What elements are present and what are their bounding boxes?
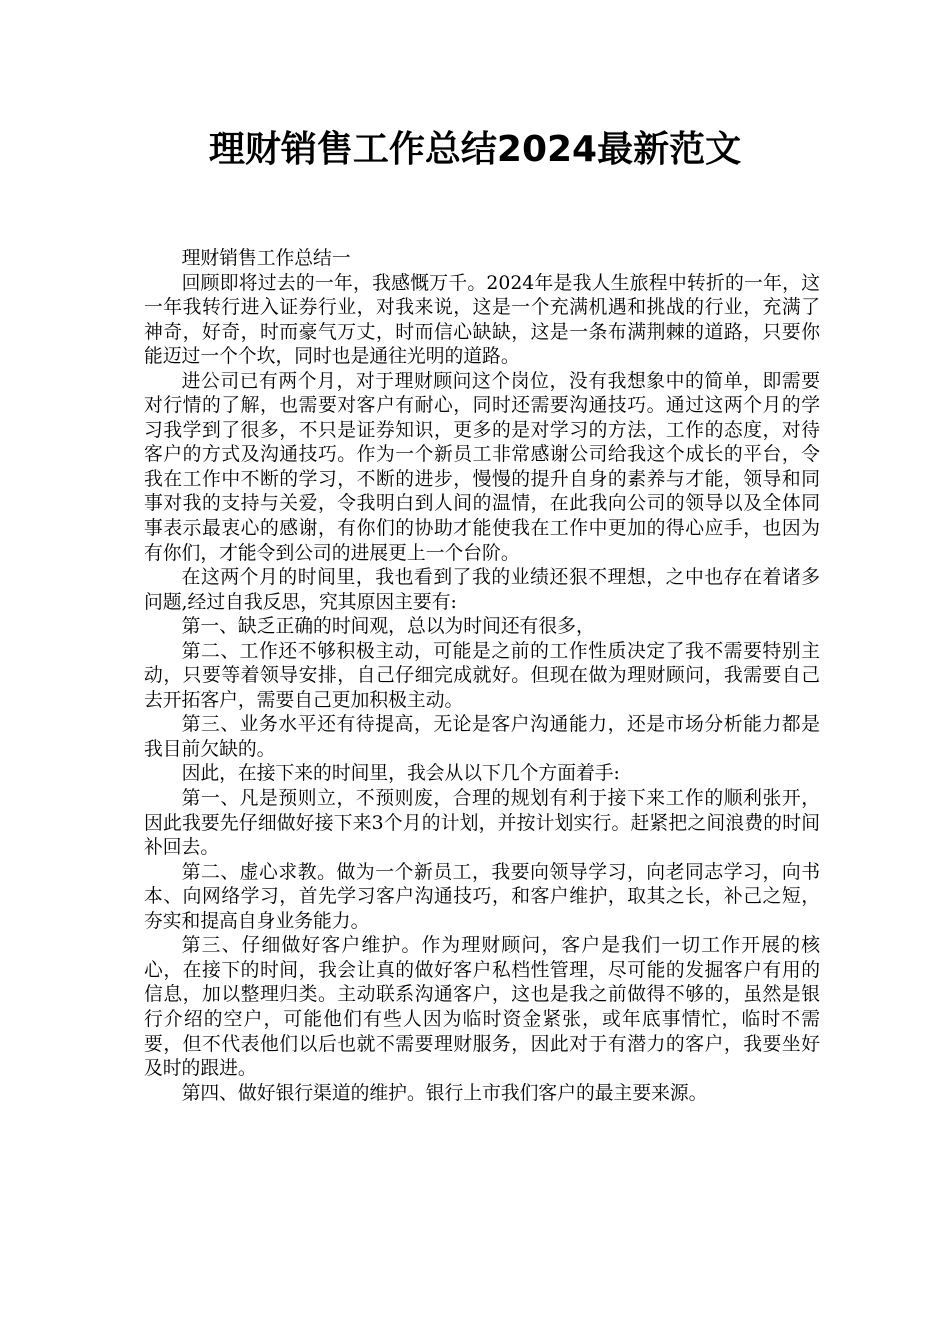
paragraph: 第二、虚心求教。做为一个新员工，我要向领导学习，向老同志学习，向书本、向网络学习，首先学习客户沟通技巧，和客户维护，取其之长，补己之短，夯实和提高自身业务能力。 xyxy=(144,861,820,932)
document-title: 理财销售工作总结2024最新范文 xyxy=(208,129,742,170)
paragraph: 第三、仔细做好客户维护。作为理财顾问，客户是我们一切工作开展的核心，在接下的时间，我会让真的做好客户私档性管理，尽可能的发掘客户有用的信息，加以整理归类。主动联系沟通客户，这也是我之前做得不够的，虽然是银行介绍的空户，可能他们有些人因为临时资金紧张，或年底事情忙，临时不需要，但不代表他们以后也就不需要理财服务，因此对于有潜力的客户，我要坐好及时的跟进。 xyxy=(144,935,820,1080)
paragraph: 第三、业务水平还有待提高，无论是客户沟通能力，还是市场分析能力都是我目前欠缺的。 xyxy=(144,714,820,760)
section-heading: 理财销售工作总结一 xyxy=(181,248,351,269)
paragraph: 第四、做好银行渠道的维护。银行上市我们客户的最主要来源。 xyxy=(181,1082,708,1104)
paragraph: 回顾即将过去的一年，我感慨万千。2024年是我人生旅程中转折的一年，这一年我转行进入证券行业，对我来说，这是一个充满机遇和挑战的行业，充满了神奇，好奇，时而豪气万丈，时而信心缺缺，这是一条布满荆棘的道路，只要你能迈过一个个坎，同时也是通往光明的道路。 xyxy=(144,272,820,368)
paragraph: 在这两个月的时间里，我也看到了我的业绩还狠不理想，之中也存在着诸多问题,经过自我反思，究其原因主要有: xyxy=(144,567,820,613)
document-body xyxy=(144,247,820,1106)
paragraph: 进公司已有两个月，对于理财顾问这个岗位，没有我想象中的简单，即需要对行情的了解，也需要对客户有耐心，同时还需要沟通技巧。通过这两个月的学习我学到了很多，不只是证券知识，更多的是对学习的方法，工作的态度，对待客户的方式及沟通技巧。作为一个新员工非常感谢公司给我这个成长的平台，令我在工作中不断的学习，不断的进步，慢慢的提升自身的素养与才能，领导和同事对我的支持与关爱，令我明白到人间的温情，在此我向公司的领导以及全体同事表示最衷心的感谢，有你们的协助才能使我在工作中更加的得心应手，也因为有你们，才能令到公司的进展更上一个台阶。 xyxy=(144,370,820,564)
paragraph: 第二、工作还不够积极主动，可能是之前的工作性质决定了我不需要特别主动，只要等着领导安排，自己仔细完成就好。但现在做为理财顾问，我需要自己去开拓客户，需要自己更加积极主动。 xyxy=(144,640,820,711)
paragraph: 第一、凡是预则立，不预则废，合理的规划有利于接下来工作的顺利张开，因此我要先仔细做好接下来3个月的计划，并按计划实行。赶紧把之间浪费的时间补回去。 xyxy=(144,788,820,859)
paragraph: 第一、缺乏正确的时间观，总以为时间还有很多， xyxy=(181,616,595,638)
paragraph: 因此，在接下来的时间里，我会从以下几个方面着手: xyxy=(181,763,620,785)
